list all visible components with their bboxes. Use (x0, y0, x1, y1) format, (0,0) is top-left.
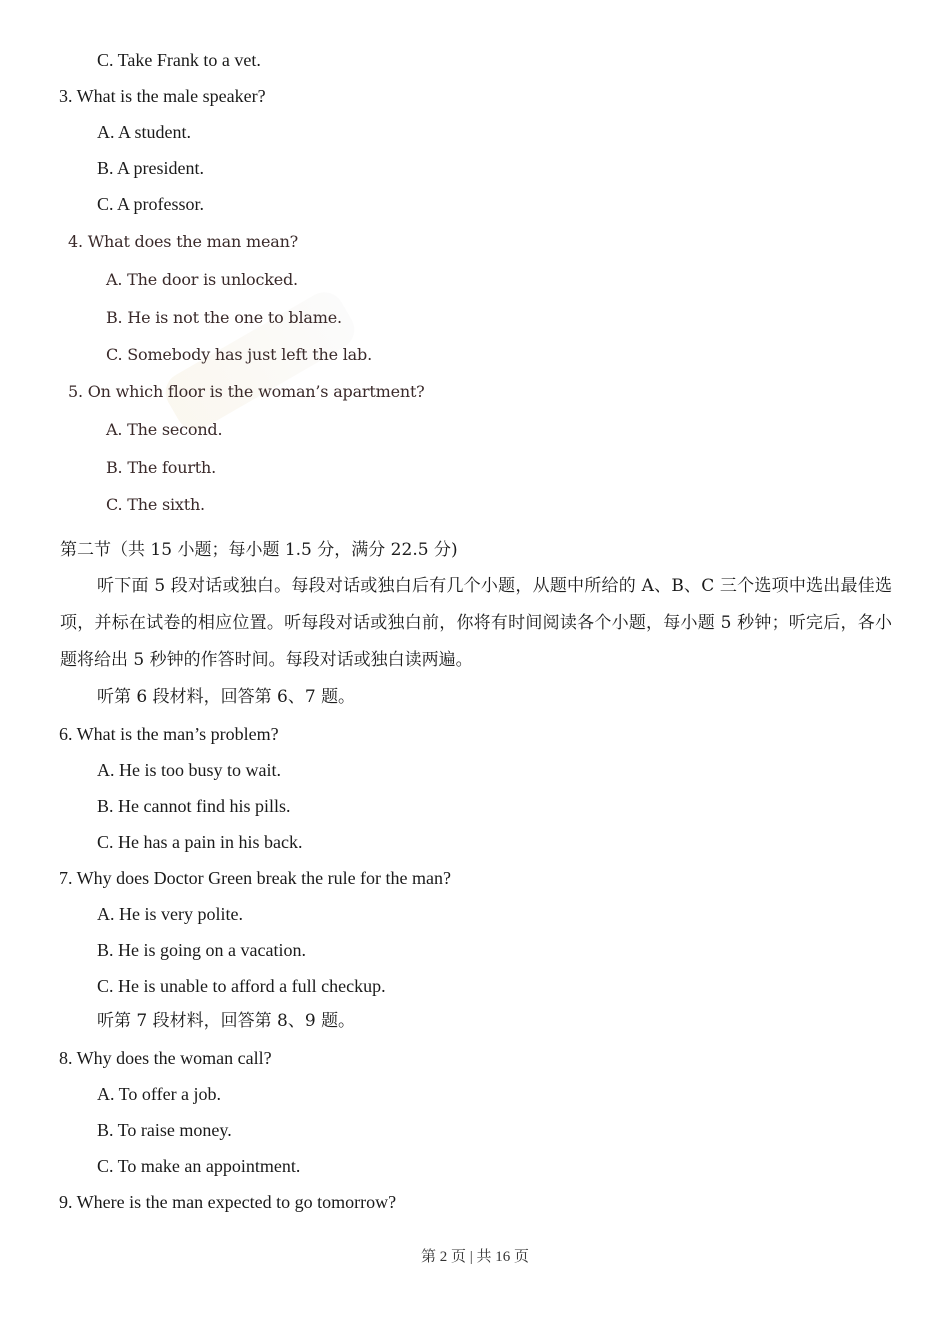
section2-instructions: 听下面 5 段对话或独白。每段对话或独白后有几个小题，从题中所给的 A、B、C 三个选项中选出最佳选项，并标在试卷的相应位置。听每段对话或独白前，你将有时间阅读各个小题，每小题 5 秒钟；听完后，各小题将给出 5 秒钟的作答时间。每段对话或独白读两遍。 (60, 576, 892, 670)
q8-option-b: B. To raise money. (97, 1120, 232, 1140)
q3-option-c: C. A professor. (97, 194, 205, 214)
q7-option-a: A. He is very polite. (97, 904, 243, 924)
q9-question: 9. Where is the man expected to go tomorrow? (59, 1192, 397, 1212)
q4-option-b: B. He is not the one to blame. (106, 308, 342, 327)
q6-option-c: C. He has a pain in his back. (97, 832, 303, 852)
q7-question: 7. Why does Doctor Green break the rule for the man? (59, 868, 452, 888)
q5-question: 5. On which floor is the woman’s apartment? (68, 382, 425, 401)
q3-question: 3. What is the male speaker? (59, 86, 266, 106)
q8-option-a: A. To offer a job. (97, 1084, 222, 1104)
section2-heading: 第二节（共 15 小题；每小题 1.5 分，满分 22.5 分) (60, 540, 458, 560)
q5-option-b: B. The fourth. (106, 458, 216, 477)
embedded-question-image (60, 226, 440, 526)
q5-option-c: C. The sixth. (106, 495, 205, 514)
q8-option-c: C. To make an appointment. (97, 1156, 301, 1176)
page-footer: 第 2 页 | 共 16 页 (420, 1249, 529, 1265)
q8-question: 8. Why does the woman call? (59, 1048, 272, 1068)
q6-question: 6. What is the man’s problem? (59, 724, 279, 744)
q4-option-c: C. Somebody has just left the lab. (106, 345, 372, 364)
q6-option-b: B. He cannot find his pills. (97, 796, 291, 816)
q4-option-a: A. The door is unlocked. (106, 270, 298, 289)
q6-option-a: A. He is too busy to wait. (97, 760, 281, 780)
q5-option-a: A. The second. (106, 420, 223, 439)
q7-option-c: C. He is unable to afford a full checkup. (97, 976, 386, 996)
listen-passage-7: 听第 7 段材料，回答第 8、9 题。 (97, 1011, 356, 1031)
q3-option-b: B. A president. (97, 158, 204, 178)
q2-option-c: C. Take Frank to a vet. (97, 50, 261, 70)
q4-question: 4. What does the man mean? (68, 232, 299, 251)
q7-option-b: B. He is going on a vacation. (97, 940, 306, 960)
listen-passage-6: 听第 6 段材料，回答第 6、7 题。 (97, 687, 356, 707)
q3-option-a: A. A student. (97, 122, 192, 142)
